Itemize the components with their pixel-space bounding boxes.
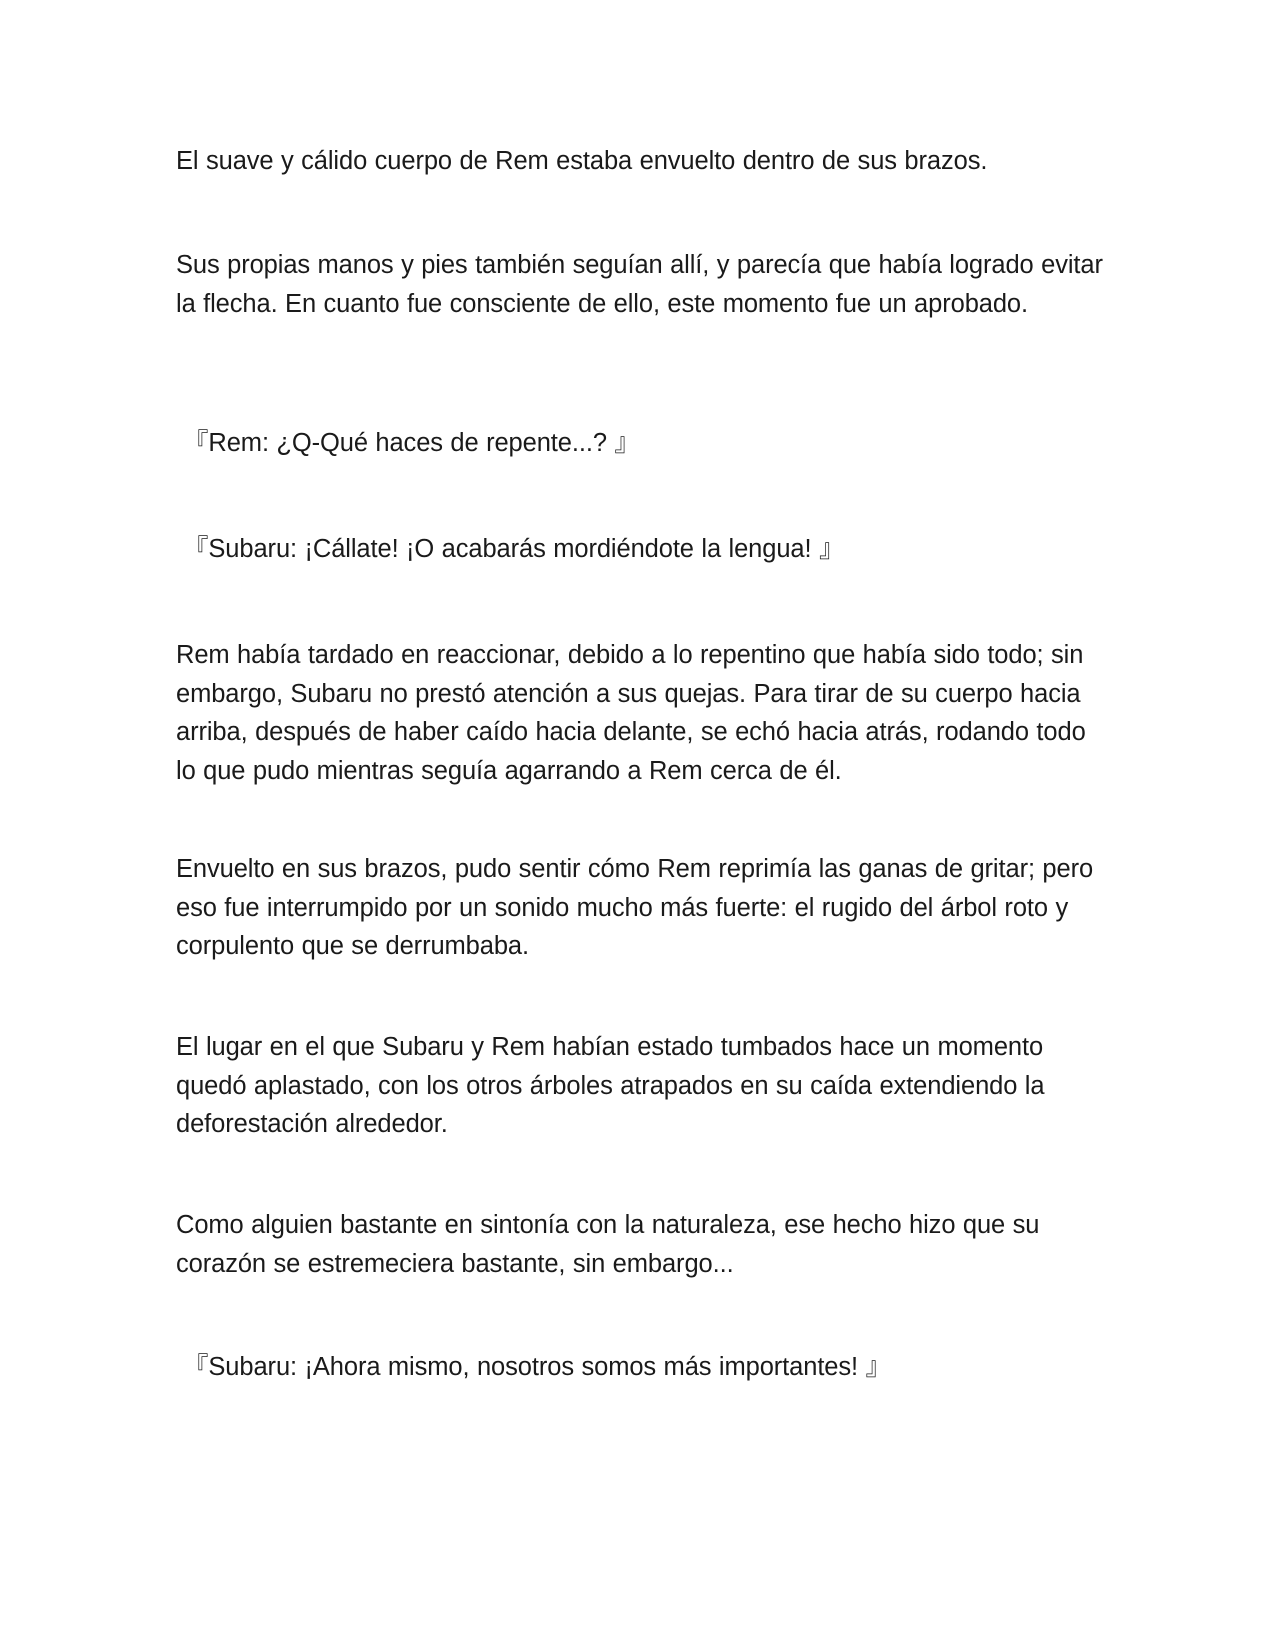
paragraph-2: Sus propias manos y pies también seguían allí, y parecía que había logrado evitar la flecha. En cuanto fue consciente de ello, este momento fue un aprobado.: [176, 251, 1103, 318]
dialogue-subaru-2: 『Subaru: ¡Ahora mismo, nosotros somos más importantes! 』: [183, 1353, 891, 1381]
paragraph-6: Como alguien bastante en sintonía con la naturaleza, ese hecho hizo que su corazón se estremeciera bastante, sin embargo...: [176, 1211, 1040, 1278]
dialogue-rem: 『Rem: ¿Q-Qué haces de repente...? 』: [183, 429, 640, 457]
paragraph-1: El suave y cálido cuerpo de Rem estaba envuelto dentro de sus brazos.: [176, 147, 988, 175]
dialogue-subaru-1: 『Subaru: ¡Cállate! ¡O acabarás mordiéndote la lengua! 』: [183, 535, 845, 563]
paragraph-5: El lugar en el que Subaru y Rem habían estado tumbados hace un momento quedó aplastado, con los otros árboles atrapados en su caída extendiendo la deforestación alrededor.: [176, 1033, 1045, 1138]
paragraph-4: Envuelto en sus brazos, pudo sentir cómo Rem reprimía las ganas de gritar; pero eso fue interrumpido por un sonido mucho más fuerte: el rugido del árbol roto y corpulento que se derrumbaba.: [176, 855, 1094, 960]
paragraph-3: Rem había tardado en reaccionar, debido a lo repentino que había sido todo; sin embargo, Subaru no prestó atención a sus quejas. Para tirar de su cuerpo hacia arriba, después de haber caído hacia delante, se echó hacia atrás, rodando todo lo que pudo mientras seguía agarrando a Rem cerca de él.: [176, 641, 1086, 785]
